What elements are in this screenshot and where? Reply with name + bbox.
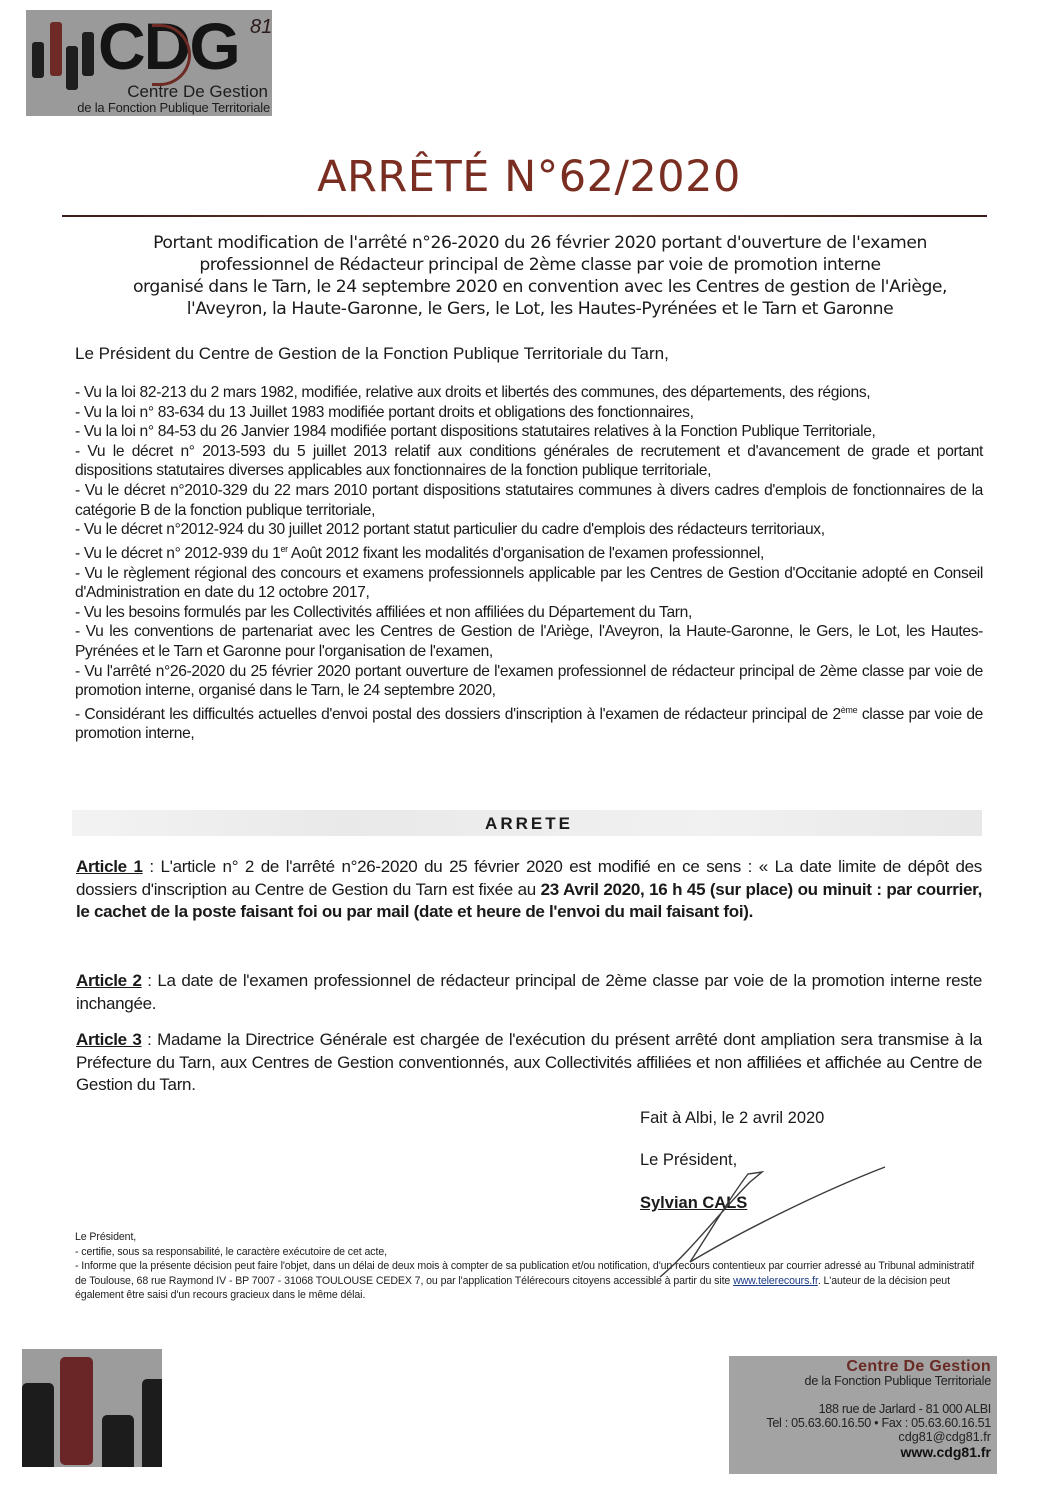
place-date: Fait à Albi, le 2 avril 2020 bbox=[640, 1109, 825, 1127]
contact-name: Centre De Gestion bbox=[846, 1358, 991, 1375]
logo-bar-icon bbox=[60, 1357, 93, 1465]
logo-bar-icon bbox=[82, 32, 94, 76]
visa-item: - Vu les conventions de partenariat avec les Centres de Gestion de l'Ariège, l'Aveyron, la Haute-Garonne, le Gers, le Lot, les Hautes-Pyrénées et le Tarn et Garonne pour l'organisation de l'examen, bbox=[75, 623, 983, 660]
logo-bar-icon bbox=[22, 1383, 54, 1467]
article-text: : Madame la Directrice Générale est chargée de l'exécution du présent arrêté dont ampliation sera transmise à la Préfecture du Tarn, aux Centres de Gestion conventionnés, aux Collectivités affiliées et non affiliées et affichée au Centre de Gestion du Tarn. bbox=[76, 1030, 982, 1095]
contact-box bbox=[729, 1356, 997, 1474]
article-heading: Article 2 bbox=[76, 971, 142, 990]
subtitle-line: professionnel de Rédacteur principal de 2ème classe par voie de promotion interne bbox=[199, 255, 881, 275]
article-3 bbox=[76, 1029, 982, 1097]
contact-email[interactable]: cdg81@cdg81.fr bbox=[898, 1430, 991, 1444]
logo-mark: CDG bbox=[98, 9, 239, 83]
logo-line1: Centre De Gestion bbox=[127, 82, 268, 101]
article-1 bbox=[76, 856, 982, 924]
subtitle-line: Portant modification de l'arrêté n°26-2020 du 26 février 2020 portant d'ouverture de l'examen bbox=[153, 233, 927, 253]
visa-text: - Considérant les difficultés actuelles d'envoi postal des dossiers d'inscription à l'examen de rédacteur principal de 2 bbox=[75, 705, 841, 723]
visa-item: - Vu le décret n°2010-329 du 22 mars 2010 portant dispositions statutaires communes à divers cadres d'emplois de fonctionnaires de la catégorie B de la fonction publique territoriale, bbox=[75, 481, 983, 519]
article-text: : La date de l'examen professionnel de rédacteur principal de 2ème classe par voie de la promotion interne reste inchangée. bbox=[76, 971, 983, 1013]
signer-name: Sylvian CALS bbox=[640, 1194, 748, 1212]
visa-text: Août 2012 fixant les modalités d'organisation de l'examen professionnel, bbox=[287, 544, 765, 562]
visa-item: - Vu la loi n° 83-634 du 13 Juillet 1983 modifiée portant droits et obligations des fonctionnaires, bbox=[75, 403, 694, 421]
logo-line2: de la Fonction Publique Territoriale bbox=[77, 100, 270, 115]
visa-text: - Vu le décret n° 2012-939 du 1 bbox=[75, 544, 281, 562]
document-title: ARRÊTÉ N°62/2020 bbox=[317, 152, 741, 202]
document-subtitle bbox=[60, 232, 1020, 320]
footnote-line bbox=[75, 1259, 983, 1303]
contact-phone-fax: Tel : 05.63.60.16.50 • Fax : 05.63.60.16.51 bbox=[766, 1416, 991, 1430]
visa-text: classe par voie de promotion interne, bbox=[75, 705, 983, 743]
article-bold-text: 23 Avril 2020, 16 h 45 (sur place) ou minuit : par courrier, le cachet de la poste faisant foi ou par mail (date et heure de l'envoi du mail faisant foi). bbox=[76, 879, 982, 922]
cdg81-footer-logo bbox=[22, 1349, 162, 1467]
logo-superscript: 81 bbox=[250, 16, 273, 38]
contact-website[interactable]: www.cdg81.fr bbox=[900, 1444, 991, 1460]
visa-item: - Vu la loi 82-213 du 2 mars 1982, modifiée, relative aux droits et libertés des communes, des départements, des régions, bbox=[75, 384, 871, 401]
visa-item bbox=[75, 701, 983, 744]
visas-list bbox=[75, 383, 983, 744]
signer-role: Le Président, bbox=[640, 1151, 738, 1169]
logo-bar-icon bbox=[32, 42, 44, 78]
cdg81-logo bbox=[26, 10, 272, 116]
logo-bar-icon bbox=[142, 1379, 162, 1467]
footnote-text: . L'auteur de la décision peut également être saisi d'un recours gracieux dans le même délai. bbox=[75, 1274, 950, 1302]
telerecours-link[interactable]: www.telerecours.fr bbox=[733, 1274, 818, 1287]
logo-bar-icon bbox=[50, 22, 62, 76]
contact-subname: de la Fonction Publique Territoriale bbox=[804, 1374, 991, 1388]
footnote-line: - certifie, sous sa responsabilité, le caractère exécutoire de cet acte, bbox=[75, 1245, 387, 1258]
visa-item: - Vu le décret n° 2013-593 du 5 juillet 2013 relatif aux conditions générales de recrutement et d'avancement de grade et portant dispositions statutaires diverses applicables aux fonctionnaires de la fonction publique territoriale, bbox=[75, 442, 983, 480]
footnote-text: - Informe que la présente décision peut faire l'objet, dans un délai de deux mois à compter de sa publication et/ou notification, d'un recours contentieux par courrier adressé au Tribunal administratif de Toulouse, 68 rue Raymond IV - BP 7007 - 31068 TOULOUSE CEDEX 7, ou par l'application Télérecours citoyens accessible à partir du site bbox=[75, 1260, 975, 1287]
subtitle-line: l'Aveyron, la Haute-Garonne, le Gers, le Lot, les Hautes-Pyrénées et le Tarn et Garonne bbox=[186, 299, 894, 319]
visa-item: - Vu le décret n°2012-924 du 30 juillet 2012 portant statut particulier du cadre d'emplois des rédacteurs territoriaux, bbox=[75, 521, 825, 539]
article-2 bbox=[76, 970, 982, 1015]
visa-superscript: er bbox=[280, 543, 288, 554]
visa-superscript: ème bbox=[840, 704, 858, 715]
visa-item: - Vu l'arrêté n°26-2020 du 25 février 2020 portant ouverture de l'examen professionnel de rédacteur principal de 2ème classe par voie de promotion interne, organisé dans le Tarn, le 24 septembre 2020, bbox=[75, 662, 983, 700]
legal-footnote bbox=[75, 1230, 983, 1303]
article-heading: Article 1 bbox=[76, 857, 143, 876]
article-heading: Article 3 bbox=[76, 1030, 142, 1049]
arrete-heading: ARRETE bbox=[485, 814, 573, 833]
intro-paragraph: Le Président du Centre de Gestion de la Fonction Publique Territoriale du Tarn, bbox=[75, 344, 669, 363]
visa-item: - Vu le règlement régional des concours et examens professionnels applicable par les Centres de Gestion d'Occitanie adopté en Conseil d'Administration en date du 12 octobre 2017, bbox=[75, 564, 983, 602]
visa-item: - Vu la loi n° 84-53 du 26 Janvier 1984 modifiée portant dispositions statutaires relatives à la Fonction Publique Territoriale, bbox=[75, 423, 876, 441]
subtitle-line: organisé dans le Tarn, le 24 septembre 2020 en convention avec les Centres de gestion de l'Ariège, bbox=[132, 277, 948, 297]
contact-address: 188 rue de Jarlard - 81 000 ALBI bbox=[818, 1402, 991, 1416]
title-divider bbox=[62, 215, 987, 217]
visa-item: - Vu les besoins formulés par les Collectivités affiliées et non affiliées du Département du Tarn, bbox=[75, 603, 692, 621]
article-text: : L'article n° 2 de l'arrêté n°26-2020 du 25 février 2020 est modifié en ce sens : « La date limite de dépôt des dossiers d'inscription au Centre de Gestion du Tarn est fixée au bbox=[76, 857, 982, 899]
footnote-line: Le Président, bbox=[75, 1231, 137, 1243]
visa-item bbox=[75, 540, 983, 564]
logo-bar-icon bbox=[102, 1415, 134, 1467]
logo-bar-icon bbox=[66, 46, 78, 90]
